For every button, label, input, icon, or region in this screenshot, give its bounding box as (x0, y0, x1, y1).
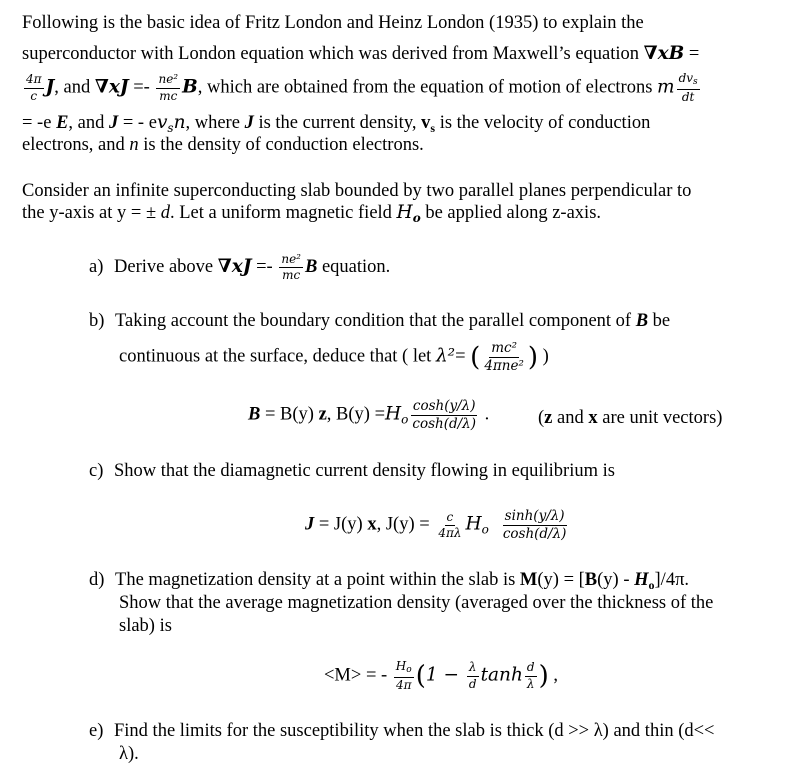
part-c-text: Show that the diamagnetic current density flowing in equilibrium is (114, 461, 615, 481)
intro-line-4 (22, 114, 650, 134)
current-density-j: J (45, 76, 55, 98)
part-b-text: Taking account the boundary condition that the parallel component of (115, 311, 636, 331)
current-density-j: J (244, 113, 254, 133)
fraction-4pi-over-c: $\frac{4\pi}{c}$ (26, 72, 42, 103)
intro-text: superconductor with London equation which was derived from Maxwell’s equation (22, 44, 644, 64)
part-b-equation (248, 399, 489, 432)
equation-text: = J(y) (314, 514, 368, 535)
applied-field-h: H (634, 570, 649, 590)
unit-vector-z: z (318, 404, 327, 425)
equation-text: 1 − (425, 664, 465, 686)
part-d-text: ]/4π. (654, 570, 690, 590)
setup-text: Consider an infinite superconducting slab bounded by two parallel planes perpendicular to (22, 181, 692, 201)
fraction-ne2-over-mc: $\frac{\text{ne²}}{mc}$ (281, 252, 301, 283)
subscript-s: s (167, 121, 174, 135)
part-label: a) (89, 256, 104, 277)
part-e-line-1 (89, 722, 715, 741)
fraction-c-over-4pilambda: $\frac{c}{4\pi\lambda}$ (438, 509, 462, 540)
note-text: and (552, 408, 589, 428)
field-b: B (182, 76, 198, 98)
part-c-equation (305, 509, 570, 542)
applied-field-h: H (385, 403, 402, 425)
part-d-text: Show that the average magnetization density (averaged over the thickness of the (119, 593, 714, 613)
intro-text: is the current density, (253, 113, 422, 133)
part-a-text: =- (251, 256, 278, 277)
density-n: n (173, 112, 186, 133)
subscript-o: o (412, 211, 421, 225)
intro-line-2 (22, 45, 699, 64)
field-b: B (584, 570, 598, 590)
intro-text: , where (185, 113, 245, 133)
intro-text: , and (54, 77, 95, 98)
intro-text: = (684, 44, 700, 64)
field-b: B (248, 404, 261, 425)
intro-line-3 (22, 72, 702, 104)
fraction-d-over-lambda: $\frac{d}{\lambda}$ (526, 660, 535, 691)
subscript-s: s (430, 121, 436, 135)
intro-line-5 (22, 136, 424, 155)
setup-line-1 (22, 182, 691, 201)
part-label: c) (89, 461, 104, 481)
intro-text: = -e (22, 113, 57, 133)
part-b-line-2: continuous at the surface, deduce that ( let λ²= ( $\frac{\text{mc²}}{\text{4πne²}}$ ) ) (119, 340, 549, 374)
maxwell-curl-b: ∇xB (643, 43, 685, 64)
part-a (89, 253, 390, 282)
part-d-equation: <M> = - $\frac{Ho}{4\pi}$ (1 − $\frac{\lambda}{d}$ tanh $\frac{d}{\lambda}$ ) , (324, 659, 558, 692)
unit-vector-x: x (588, 408, 598, 428)
curl-j: ∇xJ (94, 76, 129, 98)
subscript-o: o (401, 412, 409, 427)
part-label: e) (89, 721, 104, 741)
velocity-v: v (156, 112, 168, 133)
note-text: are unit vectors) (597, 408, 723, 428)
magnetization-m: M (519, 570, 538, 590)
setup-text: the y-axis at y = ± (22, 203, 161, 223)
intro-text: is the velocity of conduction (435, 113, 651, 133)
note-text: ( (538, 408, 545, 428)
field-e: E (56, 113, 69, 133)
part-e-line-2 (119, 745, 139, 764)
unit-vector-x: x (367, 514, 377, 535)
fraction-ho-over-4pi: $\frac{Ho}{4\pi}$ (395, 659, 412, 692)
current-density-j: J (305, 514, 315, 535)
fraction-dvs-over-dt: $\frac{dv_s}{dt}$ (678, 71, 698, 104)
lambda-squared: λ² (435, 345, 456, 367)
part-d-line-2 (119, 594, 713, 613)
equation-text: <M> = - (324, 665, 392, 686)
applied-field-h: H (396, 202, 413, 223)
part-d-text: slab) is (119, 616, 172, 636)
part-d-text: (y) - (597, 570, 635, 590)
velocity-v: v (421, 113, 431, 133)
density-n: n (129, 135, 139, 155)
part-b-note (538, 409, 722, 428)
subscript-o: o (481, 522, 489, 537)
part-a-text: equation. (317, 256, 391, 277)
current-density-j: J (109, 113, 119, 133)
fraction-ne2-over-mc: $\frac{\text{ne²}}{mc}$ (158, 72, 179, 103)
part-b-text: be (648, 311, 671, 331)
equation-text: , B(y) = (326, 404, 386, 425)
intro-text: , and (68, 113, 109, 133)
part-a-text: Derive above (114, 256, 218, 277)
intro-text: Following is the basic idea of Fritz London and Heinz London (1935) to explain the (22, 13, 644, 33)
equation-text: , (548, 665, 558, 686)
part-c-line-1 (89, 462, 615, 481)
subscript-o: o (648, 578, 655, 592)
unit-vector-z: z (544, 408, 553, 428)
field-b: B (635, 311, 649, 331)
tanh-function: tanh (480, 664, 523, 686)
part-label: d) (89, 570, 105, 590)
fraction-sinh-over-cosh: $\frac{\sinh(y/\lambda)}{\cosh(d/\lambda)}$ (502, 508, 567, 542)
part-e-text: Find the limits for the susceptibility when the slab is thick (d >> λ) and thin (d<< (114, 721, 715, 741)
part-b-line-1 (89, 312, 670, 331)
part-d-text: (y) = [ (537, 570, 585, 590)
intro-text: , which are obtained from the equation of motion of electrons (197, 77, 658, 98)
intro-text: = - e (118, 113, 157, 133)
half-thickness-d: d (160, 203, 170, 223)
part-b-text: continuous at the surface, deduce that ( let (119, 346, 436, 367)
part-d-text: The magnetization density at a point within the slab is (115, 570, 520, 590)
part-label: b) (89, 311, 105, 331)
curl-j: ∇xJ (217, 255, 252, 277)
equation-text: , J(y) = (376, 514, 435, 535)
fraction-lambda-over-d: $\frac{\lambda}{d}$ (468, 660, 477, 691)
part-e-text: λ). (119, 744, 139, 764)
equation-text: = B(y) (260, 404, 319, 425)
setup-line-2 (22, 204, 601, 224)
part-d-line-1 (89, 571, 689, 591)
intro-text: =- (128, 77, 155, 98)
setup-text: . Let a uniform magnetic field (170, 203, 397, 223)
mass-m: m (657, 76, 675, 98)
fraction-cosh-ratio: $\frac{\cosh(y/\lambda)}{\cosh(d/\lambda)}$ (412, 398, 476, 432)
part-b-text: = (455, 346, 471, 367)
intro-text: electrons, and (22, 135, 130, 155)
intro-text: is the density of conduction electrons. (138, 135, 424, 155)
field-b: B (304, 256, 318, 277)
fraction-mc2-over-4pine2: $\frac{\text{mc²}}{\text{4πne²}}$ (484, 340, 524, 374)
part-b-text: ) (538, 346, 549, 367)
part-d-line-3 (119, 617, 172, 636)
setup-text: be applied along z-axis. (420, 203, 602, 223)
applied-field-h: H (465, 513, 482, 535)
intro-line-1 (22, 14, 644, 33)
equation-text: . (480, 404, 490, 425)
